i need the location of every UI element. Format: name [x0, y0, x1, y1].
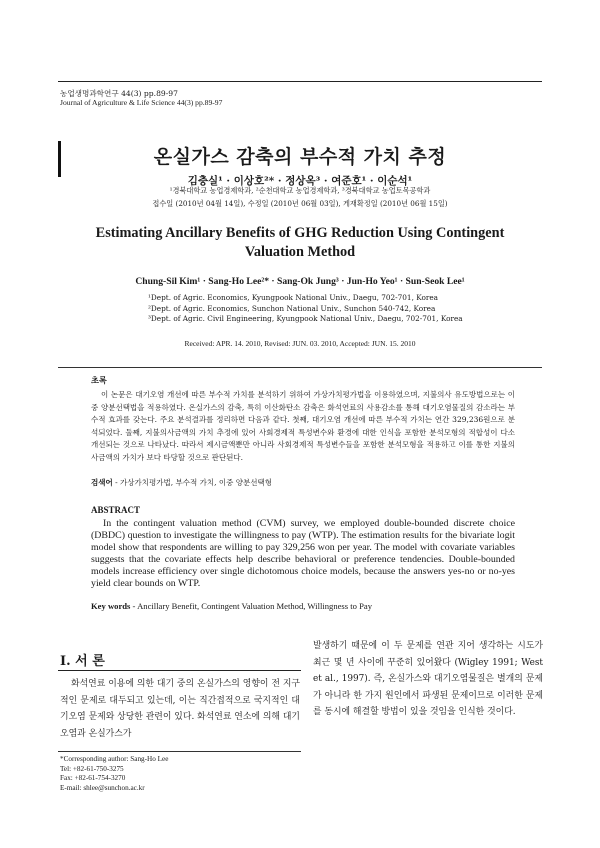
- authors-korean: 김충실¹ · 이상호²* · 정상옥³ · 여준호¹ · 이순석¹: [187, 175, 413, 187]
- received-dates-english: Received: APR. 14. 2010, Revised: JUN. 03. 2010, Accepted: JUN. 15. 2010: [184, 339, 416, 348]
- journal-citation-english: Journal of Agriculture & Life Science 44(3) pp.89-97: [60, 98, 223, 107]
- affiliation-english-2: ²Dept. of Agric. Economics, Sunchon National Univ., Sunchon 540-742, Korea: [148, 303, 436, 313]
- keywords-english-label: Key words: [91, 601, 131, 611]
- footnote-email: E-mail: shlee@sunchon.ac.kr: [60, 783, 145, 792]
- paper-title-korean: 온실가스 감축의 부수적 가치 추정: [153, 146, 447, 168]
- footnote-rule: [58, 751, 301, 752]
- footnote-fax: Fax: +82-61-754-3270: [60, 774, 126, 783]
- authors-english: Chung-Sil Kim¹ · Sang-Ho Lee²* · Sang-Ok Jung³ · Jun-Ho Yeo¹ · Sun-Seok Lee¹: [135, 276, 465, 287]
- keywords-korean-label: 검색어: [91, 478, 113, 487]
- abstract-divider: [58, 367, 542, 368]
- introduction-right-column: 발생하기 때문에 이 두 문제를 연관 지어 생각하는 시도가 최근 몇 년 사이에 꾸준히 있어왔다 (Wigley 1991; West et al., 1997). 즉, 온실가스와 대기오염물질은 별개의 문제가 아니라 한 가지 원인에서 파생된 문제이므로 이러한 문제를 동시에 해결할 방법이 있을 것임을 인식한 것이다.: [313, 641, 543, 717]
- affiliation-english-1: ¹Dept. of Agric. Economics, Kyungpook National Univ., Daegu, 702-701, Korea: [148, 293, 439, 302]
- keywords-korean: [91, 477, 272, 488]
- section-heading-introduction: Ⅰ. 서 론: [60, 654, 105, 669]
- abstract-english-heading: ABSTRACT: [91, 505, 141, 515]
- affiliation-english-3: ³Dept. of Agric. Civil Engineering, Kyungpook National Univ., Daegu, 702-701, Korea: [148, 314, 463, 324]
- keywords-english-list: - Ancillary Benefit, Contingent Valuation Method, Willingness to Pay: [130, 601, 372, 611]
- paper-title-english: [0, 224, 600, 262]
- footnote-corresponding: *Corresponding author: Sang-Ho Lee: [60, 755, 169, 763]
- corresponding-author-footnote: [60, 755, 168, 793]
- journal-citation-korean: 농업생명과학연구 44(3) pp.89-97: [60, 89, 178, 98]
- abstract-korean-heading: 초록: [91, 375, 107, 385]
- section-heading-rule: [58, 670, 301, 671]
- abstract-english-body: In the contingent valuation method (CVM) survey, we employed double-bounded discrete choice (DBDC) question to investigate the willingness to pay (WTP). The estimation results for the bivariate logit model show that respondents are willing to pay 329,256 won per year. The model with covariate variables suggests that the covariate effects help describe behavioral or preference tendencies. Double-bounded models increase efficiency over single dichotomous choice models, because the answers yes-no or no-yes yield clear bounds on WTP.: [91, 518, 515, 590]
- header-rule: [58, 81, 542, 82]
- submission-dates-korean: 접수일 (2010년 04월 14일), 수정일 (2010년 06월 03일), 게재확정일 (2010년 06월 15일): [152, 199, 448, 208]
- abstract-korean-body: 이 논문은 대기오염 개선에 따른 부수적 가치를 분석하기 위하여 가상가치평가법을 이용하였으며, 지불의사 유도방법으로는 이중 양분선택법을 적용하였다. 온실가스의 감축, 특히 이산화탄소 감축은 화석연료의 사용감소를 통해 대기오염물질의 감소라는 부수적 효과를 갖는다. 주요 분석결과를 정리하면 다음과 같다. 첫째, 대기오염 개선에 따른 부수적 가치는 연간 329,236원으로 분석되었다. 둘째, 지불의사금액의 가치 추정에 있어 사회경제적 특성변수와 환경에 대한 인식을 포함한 분석모형의 적합성이 다소 개선되는 것으로 나타났다. 따라서 제시금액뿐만 아니라 사회경제적 특성변수들을 포함한 분석모형을 적용하고 이를 통한 지불의사금액의 가치가 보다 타당할 것으로 판단된다.: [91, 390, 515, 462]
- keywords-english: [91, 601, 372, 611]
- affiliations-english: [148, 293, 463, 325]
- footnote-tel: Tel: +82-61-750-3275: [60, 764, 124, 773]
- affiliations-korean: ¹경북대학교 농업경제학과, ²순천대학교 농업경제학과, ³경북대학교 농업토목공학과: [169, 186, 431, 195]
- title-english-line-1: Estimating Ancillary Benefits of GHG Reduction Using Contingent: [95, 225, 505, 241]
- keywords-korean-list: - 가상가치평가법, 부수적 가치, 이중 양분선택형: [112, 478, 273, 487]
- introduction-left-column: 화석연료 이용에 의한 대기 중의 온실가스의 영향이 전 지구적인 문제로 대두되고 있는데, 이는 직간접적으로 국지적인 대기오염 문제와 상당한 관련이 있다. 화석연료 연소에 의해 대기오염과 온실가스가: [60, 679, 300, 739]
- title-english-line-2: Valuation Method: [244, 244, 356, 260]
